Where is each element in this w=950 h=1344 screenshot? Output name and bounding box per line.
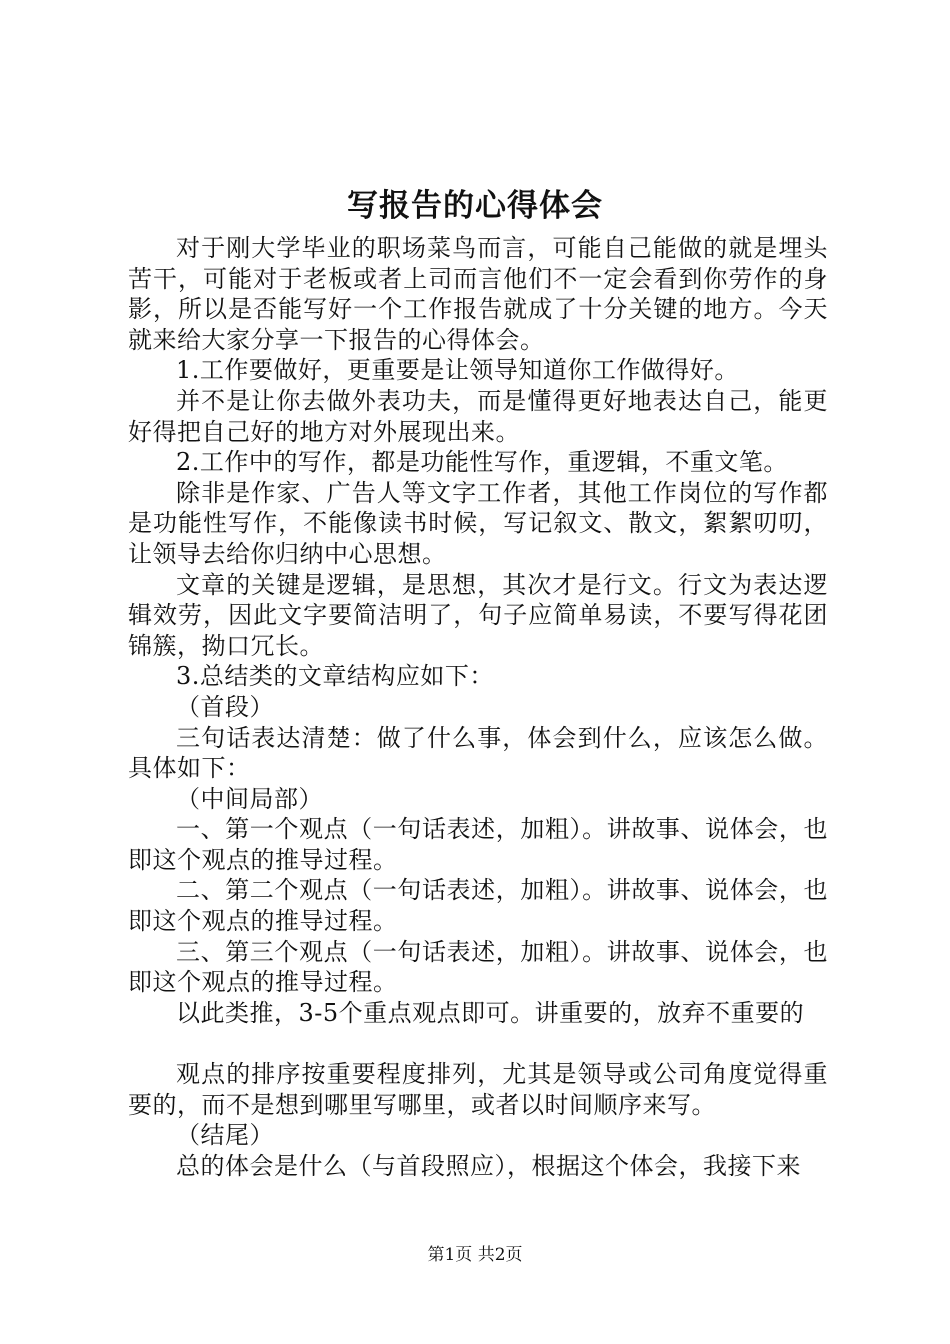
paragraph-viewpoint-3: 三、第三个观点（一句话表述，加粗）。讲故事、说体会，也即这个观点的推导过程。: [128, 937, 828, 997]
section-label-middle: （中间局部）: [176, 784, 323, 813]
paragraph: 并不是让你去做外表功夫，而是懂得更好地表达自己，能更好得把自己好的地方对外展现出来。: [128, 386, 828, 446]
paragraph-viewpoint-2: 二、第二个观点（一句话表述，加粗）。讲故事、说体会，也即这个观点的推导过程。: [128, 876, 828, 936]
paragraph-intro: 对于刚大学毕业的职场菜鸟而言，可能自己能做的就是埋头苦干，可能对于老板或者上司而言他们不一定会看到你劳作的身影，所以是否能写好一个工作报告就成了十分关键的地方。今天就来给大家分享一下报告的心得体会。: [128, 234, 828, 354]
paragraph-point-1: 1.工作要做好，更重要是让领导知道你工作做得好。: [176, 356, 739, 385]
document-body: [128, 233, 828, 1181]
paragraph: 观点的排序按重要程度排列，尤其是领导或公司角度觉得重要的，而不是想到哪里写哪里，或者以时间顺序来写。: [128, 1060, 828, 1119]
paragraph-viewpoint-1: 一、第一个观点（一句话表述，加粗）。讲故事、说体会，也即这个观点的推导过程。: [128, 815, 828, 874]
document-title: 写报告的心得体会: [347, 188, 603, 224]
page-number-footer: 第1页 共2页: [427, 1245, 523, 1265]
paragraph: 三句话表达清楚：做了什么事，体会到什么，应该怎么做。具体如下：: [128, 723, 828, 783]
section-label-ending: （结尾）: [176, 1121, 274, 1150]
section-label-opening: （首段）: [176, 692, 274, 721]
paragraph: 文章的关键是逻辑，是思想，其次才是行文。行文为表达逻辑效劳，因此文字要简洁明了，句子应简单易读，不要写得花团锦簇，拗口冗长。: [128, 570, 828, 660]
paragraph: 除非是作家、广告人等文字工作者，其他工作岗位的写作都是功能性写作，不能像读书时候，写记叙文、散文，絮絮叨叨，让领导去给你归纳中心思想。: [128, 478, 828, 568]
paragraph-point-2: 2.工作中的写作，都是功能性写作，重逻辑，不重文笔。: [176, 448, 788, 477]
paragraph: 以此类推，3-5个重点观点即可。讲重要的，放弃不重要的: [176, 998, 805, 1027]
paragraph: 总的体会是什么（与首段照应），根据这个体会，我接下来: [176, 1151, 801, 1180]
paragraph-point-3: 3.总结类的文章结构应如下：: [176, 662, 494, 691]
